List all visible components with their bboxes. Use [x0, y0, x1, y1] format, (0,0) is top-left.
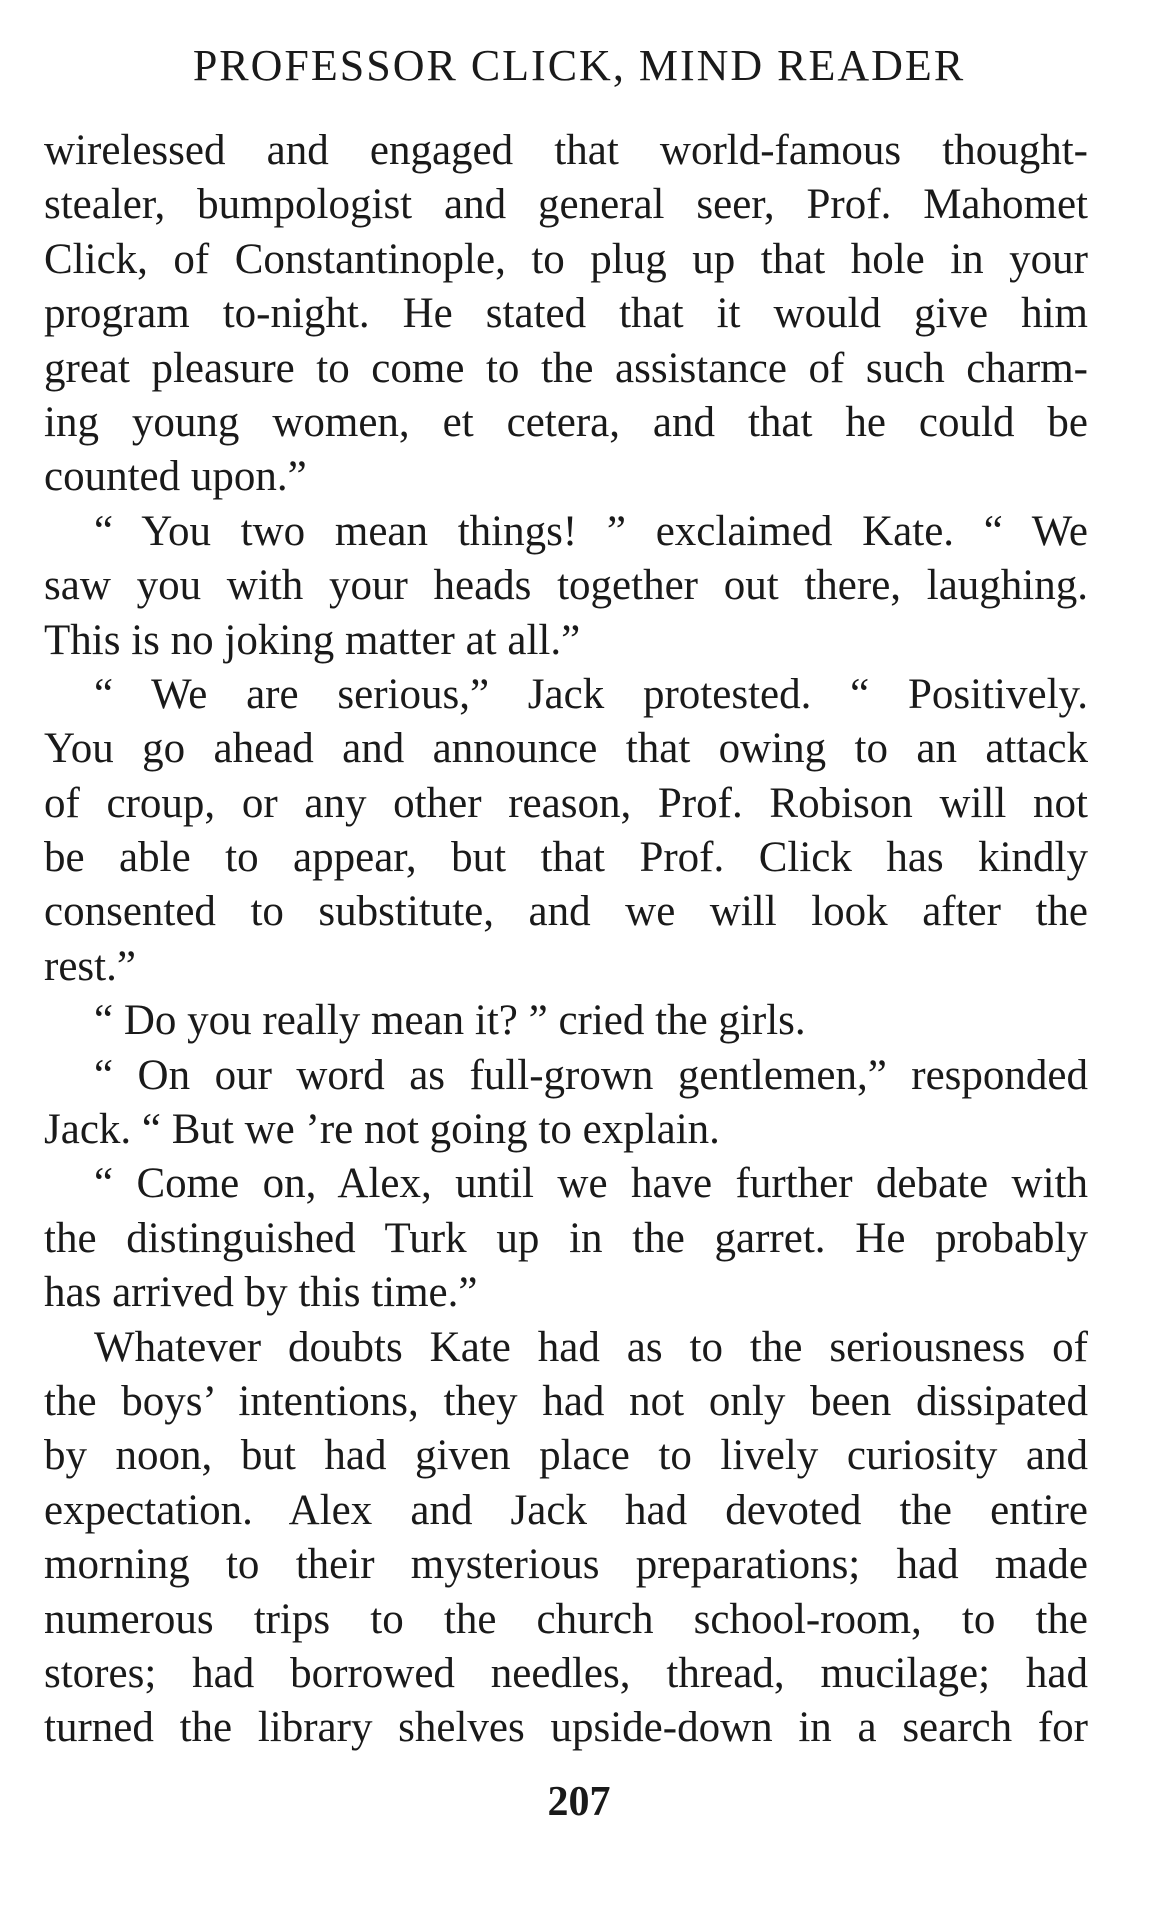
text-line: “ Do you really mean it? ” cried the girls. [94, 997, 806, 1045]
text-line: of croup, or any other reason, Prof. Robison will not [44, 779, 1088, 827]
text-line: “ Come on, Alex, until we have further debate with [94, 1160, 1088, 1208]
page-number: 207 [547, 1779, 611, 1825]
text-line: numerous trips to the church school-room, to the [44, 1595, 1088, 1643]
text-line: has arrived by this time.” [44, 1269, 478, 1317]
text-line: consented to substitute, and we will look after the [44, 888, 1088, 936]
text-line: by noon, but had given place to lively curiosity and [44, 1432, 1088, 1480]
text-line: Whatever doubts Kate had as to the seriousness of [94, 1323, 1088, 1371]
text-line: wirelessed and engaged that world-famous thought- [44, 127, 1088, 174]
text-line: ing young women, et cetera, and that he could be [44, 398, 1088, 446]
text-line: “ On our word as full-grown gentlemen,” responded [94, 1051, 1088, 1099]
text-line: saw you with your heads together out there, laughing. [44, 562, 1088, 610]
text-line: great pleasure to come to the assistance of such charm- [44, 344, 1088, 392]
text-line: “ You two mean things! ” exclaimed Kate. “ We [94, 507, 1088, 555]
text-line: counted upon.” [44, 453, 307, 501]
body-text [44, 124, 1088, 1756]
text-line: expectation. Alex and Jack had devoted the entire [44, 1486, 1088, 1534]
text-line: turned the library shelves upside-down in a search for [44, 1704, 1088, 1752]
text-line: Click, of Constantinople, to plug up that hole in your [44, 235, 1088, 283]
text-line: “ We are serious,” Jack protested. “ Positively. [94, 670, 1088, 718]
text-line: program to-night. He stated that it would give him [44, 290, 1088, 338]
text-line: This is no joking matter at all.” [44, 616, 581, 664]
text-line: morning to their mysterious preparations; had made [44, 1541, 1088, 1589]
text-line: stealer, bumpologist and general seer, Prof. Mahomet [44, 181, 1088, 229]
running-head: PROFESSOR CLICK, MIND READER [192, 41, 966, 90]
text-line: You go ahead and announce that owing to an attack [44, 725, 1088, 773]
text-line: Jack. “ But we ’re not going to explain. [44, 1106, 720, 1154]
text-line: rest.” [44, 942, 136, 990]
text-line: the boys’ intentions, they had not only been dissipated [44, 1377, 1088, 1425]
text-line: the distinguished Turk up in the garret. He probably [44, 1214, 1088, 1262]
text-line: be able to appear, but that Prof. Click has kindly [44, 834, 1088, 882]
text-line: stores; had borrowed needles, thread, mucilage; had [44, 1649, 1088, 1697]
